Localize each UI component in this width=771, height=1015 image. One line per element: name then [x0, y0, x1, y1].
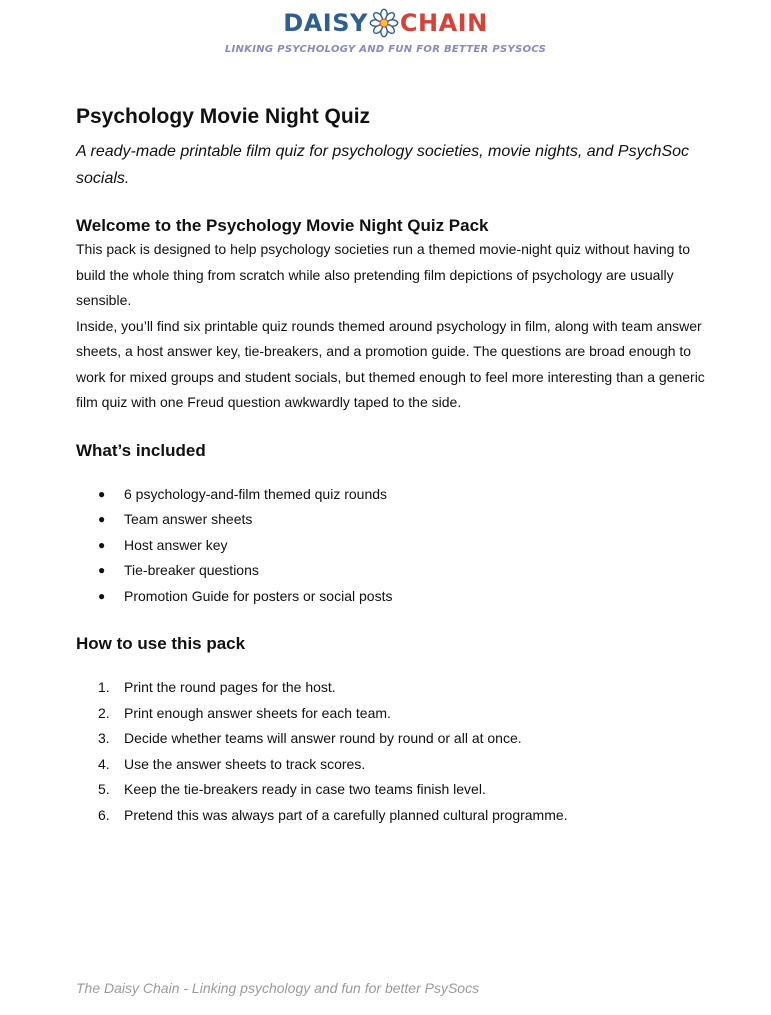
step-number: 2. [98, 704, 110, 721]
bullet-icon: ● [98, 588, 106, 603]
step-number: 4. [98, 755, 110, 772]
list-item [76, 507, 706, 533]
bullet-icon: ● [98, 537, 106, 552]
step-number: 1. [98, 679, 110, 695]
bullet-icon: ● [98, 563, 106, 577]
step-number: 6. [98, 806, 110, 823]
intro-paragraph: This pack is designed to help psychology societies run a themed movie-night quiz without having to build the whole thing from scratch while also pretending film depictions of psychology are usually sensible. [76, 241, 691, 308]
list-item-text: Use the answer sheets to track scores. [124, 755, 366, 772]
page-footer: The Daisy Chain - Linking psychology and fun for better PsySocs [76, 980, 480, 996]
list-item-text: Host answer key [124, 536, 228, 553]
list-item [76, 701, 706, 727]
list-item [76, 726, 706, 752]
howto-list [76, 675, 706, 828]
welcome-heading: Welcome to the Psychology Movie Night Quiz Pack [76, 216, 489, 235]
list-item [76, 558, 706, 584]
header-tagline: LINKING PSYCHOLOGY AND FUN FOR BETTER PSYSOCS [224, 44, 547, 55]
howto-heading: How to use this pack [76, 634, 246, 653]
bullet-icon: ● [98, 512, 106, 526]
page-title: Psychology Movie Night Quiz [76, 105, 371, 128]
document-body [76, 103, 706, 828]
bullet-icon: ● [98, 486, 106, 501]
list-item-text: Team answer sheets [124, 511, 253, 527]
contents-paragraph: Inside, you’ll find six printable quiz rounds themed around psychology in film, along with team answer sheets, a host answer key, tie-breakers, and a promotion guide. The questions are broad enough to work for mixed groups and student socials, but themed enough to feel more interesting than a generic film quiz with one Freud question awkwardly taped to the side. [76, 317, 705, 410]
list-item-text: Decide whether teams will answer round by round or all at once. [124, 730, 522, 746]
list-item [76, 584, 706, 610]
list-item [76, 482, 706, 508]
list-item [76, 675, 706, 701]
list-item-text: Promotion Guide for posters or social posts [124, 587, 393, 604]
list-item-text: Print enough answer sheets for each team. [124, 704, 391, 721]
included-heading: What’s included [76, 440, 206, 460]
daisy-flower-icon [369, 8, 399, 38]
list-item-text: Pretend this was always part of a carefully planned cultural programme. [124, 806, 568, 823]
list-item [76, 533, 706, 559]
list-item-text: Print the round pages for the host. [124, 679, 336, 695]
logo-text-chain: CHAIN [399, 9, 488, 37]
list-item [76, 803, 706, 829]
list-item-text: 6 psychology-and-film themed quiz rounds [124, 485, 388, 502]
daisy-chain-logo [0, 8, 771, 38]
page-subtitle: A ready-made printable film quiz for psychology societies, movie nights, and PsychSoc socials. [76, 143, 690, 187]
step-number: 5. [98, 781, 110, 797]
step-number: 3. [98, 730, 110, 746]
list-item [76, 777, 706, 803]
included-list [76, 482, 706, 610]
list-item [76, 752, 706, 778]
list-item-text: Keep the tie-breakers ready in case two teams finish level. [124, 781, 486, 797]
logo-text-daisy: DAISY [283, 9, 368, 37]
list-item-text: Tie-breaker questions [124, 562, 259, 578]
